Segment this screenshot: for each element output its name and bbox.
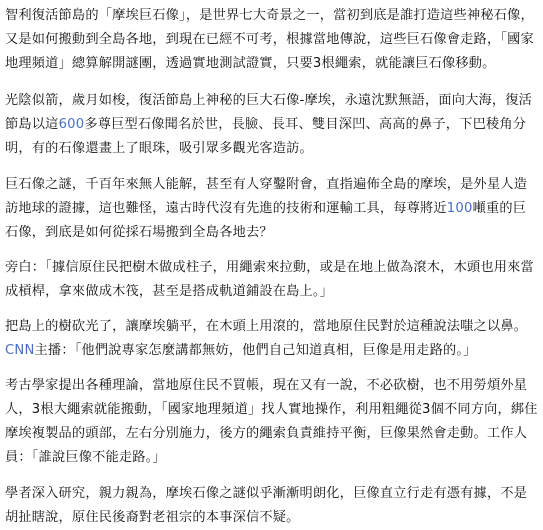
statue-count-number: 600 (58, 117, 85, 132)
paragraph-experiment (5, 374, 539, 470)
paragraph-experiment-text: 考古學家提出各種理論，當地原住民不買帳，現在又有一說，不必砍樹，也不用勞煩外星人，3根大繩索就能搬動，「國家地理頻道」找人實地操作，利用粗繩從3個不同方向，綁住摩埃複製品的頭部，左右分別施力，後方的繩索負責維持平衡，巨像果然會走動。工作人員：「誰說巨像不能走路。」 (5, 378, 538, 465)
paragraph-narration-text: 旁白：「據信原住民把樹木做成柱子，用繩索來拉動，或是在地上做為滾木，木頭也用來當成槓桿，拿來做成木筏，甚至是搭成軌道鋪設在島上。」 (5, 260, 534, 299)
paragraph-mystery-text-a: 巨石像之謎，千百年來無人能解，甚至有人穿鑿附會，直指遍佈全島的摩埃，是外星人造訪地球的證據，這也難怪，遠古時代沒有先進的技術和運輸工具，每尊將近 (5, 177, 528, 216)
paragraph-description-text-b: 多尊巨型石像聞名於世，長臉、長耳、雙目深凹、高高的鼻子，下巴稜角分明，有的石像還畫上了眼珠，吸引眾多觀光客造訪。 (5, 117, 527, 156)
paragraph-intro (5, 4, 539, 76)
paragraph-logs-theory-text: 把島上的樹砍光了，讓摩埃躺平，在木頭上用滾的，當地原住民對於這種說法嗤之以鼻。 (5, 319, 528, 334)
paragraph-description-text-a: 光陰似箭，歲月如梭，復活節島上神秘的巨大石像-摩埃，永遠沈默無語，面向大海，復活節島以這 (5, 93, 533, 132)
paragraph-anchor-quote (5, 339, 539, 363)
news-source-label: CNN (5, 343, 35, 358)
paragraph-mystery (5, 173, 539, 245)
paragraph-anchor-quote-text: 主播：「他們說專家怎麼講都無妨，他們自己知道真相，巨像是用走路的。」 (34, 343, 477, 358)
paragraph-logs-theory (5, 315, 539, 339)
paragraph-conclusion-text: 學者深入研究，親力親為，摩埃石像之謎似乎漸漸明朗化，巨像直立行走有憑有據，不是胡扯瞎說，原住民後裔對老祖宗的本事深信不疑。 (5, 486, 528, 525)
paragraph-mystery-text-b: 噸重的巨石像，到底是如何從採石場搬到全島各地去？ (5, 201, 527, 240)
paragraph-conclusion (5, 482, 539, 530)
statue-weight-number: 100 (446, 201, 473, 216)
paragraph-narration (5, 256, 539, 304)
paragraph-intro-text: 智利復活節島的「摩埃巨石像」，是世界七大奇景之一，當初到底是誰打造這些神秘石像，又是如何搬動到全島各地，到現在已經不可考，根據當地傳說，這些巨石像會走路，「國家地理頻道」總算解開謎團，透過實地測試證實，只要3根繩索，就能讓巨石像移動。 (5, 8, 534, 71)
paragraph-description (5, 89, 539, 161)
